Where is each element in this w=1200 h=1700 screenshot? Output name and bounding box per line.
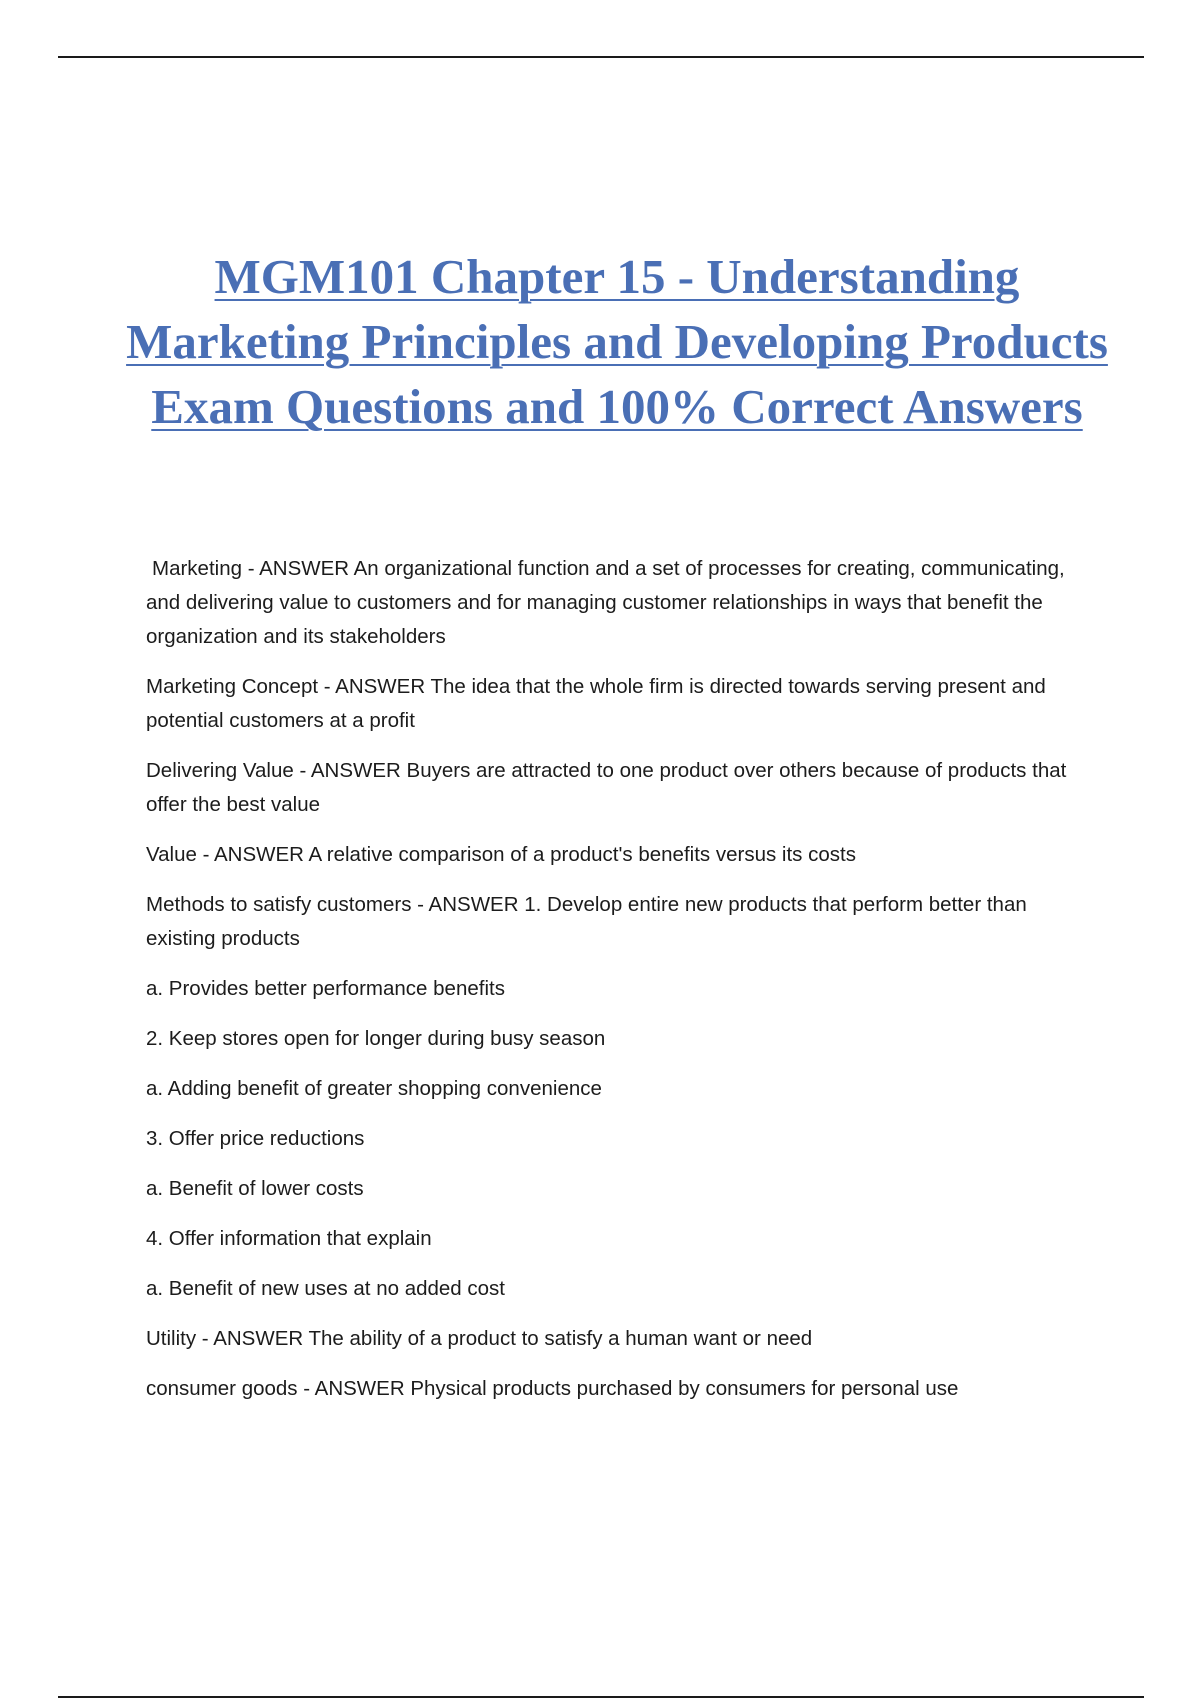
document-title: MGM101 Chapter 15 - Understanding Marketing Principles and Developing Products Exam Questions and 100% Correct Answers	[126, 249, 1108, 434]
qa-item: a. Provides better performance benefits	[146, 977, 505, 1000]
qa-item: Delivering Value - ANSWER Buyers are attracted to one product over others because of products that offer the best value	[146, 759, 1067, 816]
top-rule	[58, 56, 1144, 58]
qa-item: 4. Offer information that explain	[146, 1227, 432, 1250]
qa-item: Utility - ANSWER The ability of a product to satisfy a human want or need	[146, 1327, 813, 1350]
qa-item: a. Adding benefit of greater shopping convenience	[146, 1077, 602, 1100]
qa-item: Marketing Concept - ANSWER The idea that the whole firm is directed towards serving present and potential customers at a profit	[146, 675, 1046, 732]
bottom-rule	[58, 1696, 1144, 1698]
qa-item: a. Benefit of lower costs	[146, 1177, 364, 1200]
qa-list	[146, 552, 1096, 1422]
qa-item: 3. Offer price reductions	[146, 1127, 365, 1150]
qa-item: consumer goods - ANSWER Physical products purchased by consumers for personal use	[146, 1377, 959, 1400]
qa-item: 2. Keep stores open for longer during busy season	[146, 1027, 606, 1050]
qa-item: Value - ANSWER A relative comparison of a product's benefits versus its costs	[146, 843, 856, 866]
qa-item: a. Benefit of new uses at no added cost	[146, 1277, 505, 1300]
qa-item: Marketing - ANSWER An organizational function and a set of processes for creating, communicating, and delivering value to customers and for managing customer relationships in ways that benefit the organization and its stakeholders	[146, 557, 1065, 648]
qa-item: Methods to satisfy customers - ANSWER 1. Develop entire new products that perform better than existing products	[146, 893, 1027, 950]
